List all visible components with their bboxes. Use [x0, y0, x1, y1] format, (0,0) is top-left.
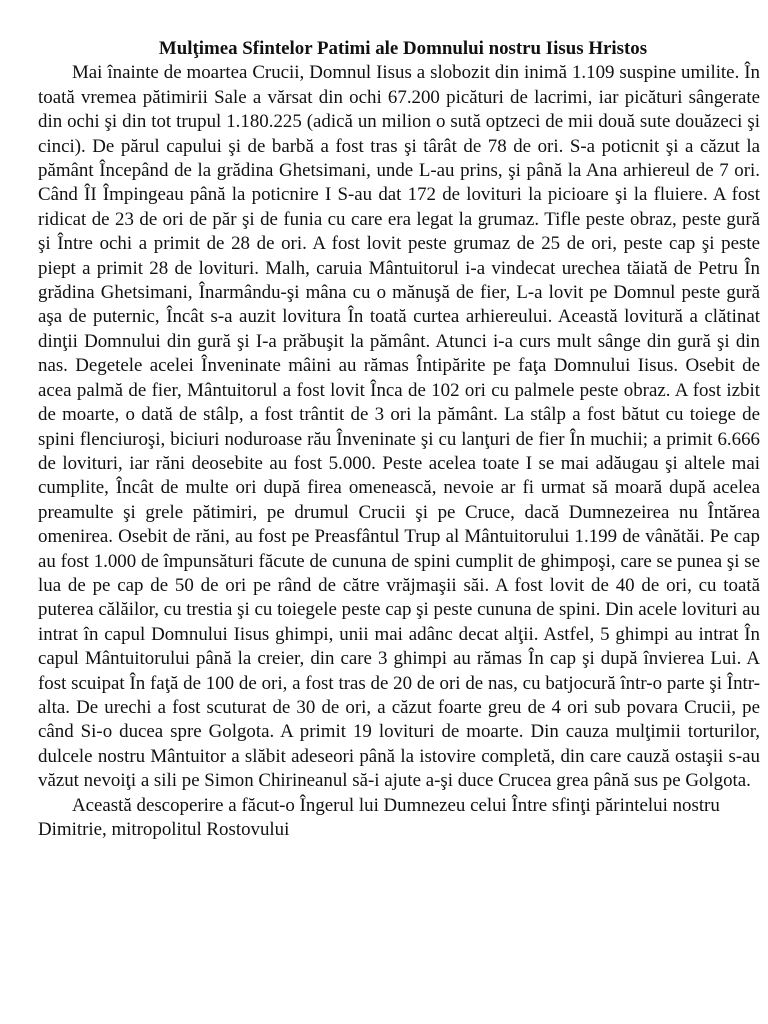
closing-paragraph: Această descoperire a făcut-o Îngerul lui Dumnezeu celui Între sfinţi părintelui nostru Dimitrie, mitropolitul Rostovului [38, 794, 720, 840]
document-body [38, 37, 760, 842]
document-title: Mulţimea Sfintelor Patimi ale Domnului nostru Iisus Hristos [158, 38, 648, 59]
main-paragraph: Mai înainte de moartea Crucii, Domnul Iisus a slobozit din inimă 1.109 suspine umilite. În toată vremea pătimirii Sale a vărsat din ochi 67.200 picături de lacrimi, iar picături sângerate din ochi şi din tot trupul 1.180.225 (adică un milion o sută optzeci de mii două sute douăzeci şi cinci). De părul capului şi de barbă a fost tras şi târât de 78 de ori. S-a poticnit şi a căzut la pământ Începând de la grădina Ghetsimani, unde L-au prins, şi până la Ana arhiereul de 7 ori. Când ÎI Împingeau până la poticnire I S-au dat 172 de lovituri la picioare şi la fluiere. A fost ridicat de 23 de ori de păr şi de funia cu care era legat la grumaz. Tifle peste obraz, peste gură şi Între ochi a primit de 28 de ori. A fost lovit peste grumaz de 25 de ori, peste cap şi peste piept a primit 28 de lovituri. Malh, caruia Mântuitorul i-a vindecat urechea tăiată de Petru În grădina Ghetsimani, Înarmându-şi mâna cu o mănuşă de fier, L-a lovit pe Domnul peste gură aşa de puternic, Încât s-a auzit lovitura În toată curtea arhiereului. Această lovitură a clătinat dinţii Domnului din gură şi I-a prăbuşit la pământ. Atunci i-a curs mult sânge din gură şi din nas. Degetele acelei Înveninate mâini au rămas Întipărite pe faţa Domnului Iisus. Osebit de acea palmă de fier, Mântuitorul a fost lovit Înca de 102 ori cu palmele peste obraz. A fost izbit de moarte, o dată de stâlp, a fost trântit de 3 ori la pământ. La stâlp a fost bătut cu toiege de spini flenciuroşi, biciuri noduroase rău Înveninate şi cu lanţuri de fier În muchii; a primit 6.666 de lovituri, iar răni deosebite au fost 5.000. Peste acelea toate I se mai adăugau şi altele mai cumplite, Încât de multe ori după firea omenească, nevoie ar fi urmat să moară după acelea preamulte şi grele pătimiri, pe drumul Crucii şi pe Cruce, dacă Dumnezeirea nu Întărea omenirea. Osebit de răni, au fost pe Preasfântul Trup al Mântuitorului 1.199 de vânătăi. Pe cap au fost 1.000 de împunsături făcute de cununa de spini cumplit de ghimpoşi, care se punea şi se lua de pe cap de 50 de ori pe rând de către vrăjmaşii săi. A fost lovit de 40 de ori, cu toată puterea călăilor, cu trestia şi cu toiegele peste cap şi peste cununa de spini. Din acele lovituri au intrat în capul Domnului Iisus ghimpi, unii mai adânc decat alţii. Astfel, 5 ghimpi au intrat În capul Mântuitorului până la creier, din care 3 ghimpi au rămas În cap şi după învierea Lui. A fost scuipat În faţă de 100 de ori, a fost tras de 20 de ori de nas, cu batjocură într-o parte şi Într-alta. De urechi a fost scuturat de 30 de ori, a căzut foarte greu de 4 ori sub povara Crucii, pe când Si-o ducea spre Golgota. A primit 19 lovituri de moarte. Din cauza mulţimii torturilor, dulcele nostru Mântuitor a slăbit adeseori până la istovire completă, din care cauză ostaşii s-au văzut nevoiţi a sili pe Simon Chirineanul să-i ajute a-şi duce Crucea grea până sus pe Golgota. [38, 62, 760, 792]
